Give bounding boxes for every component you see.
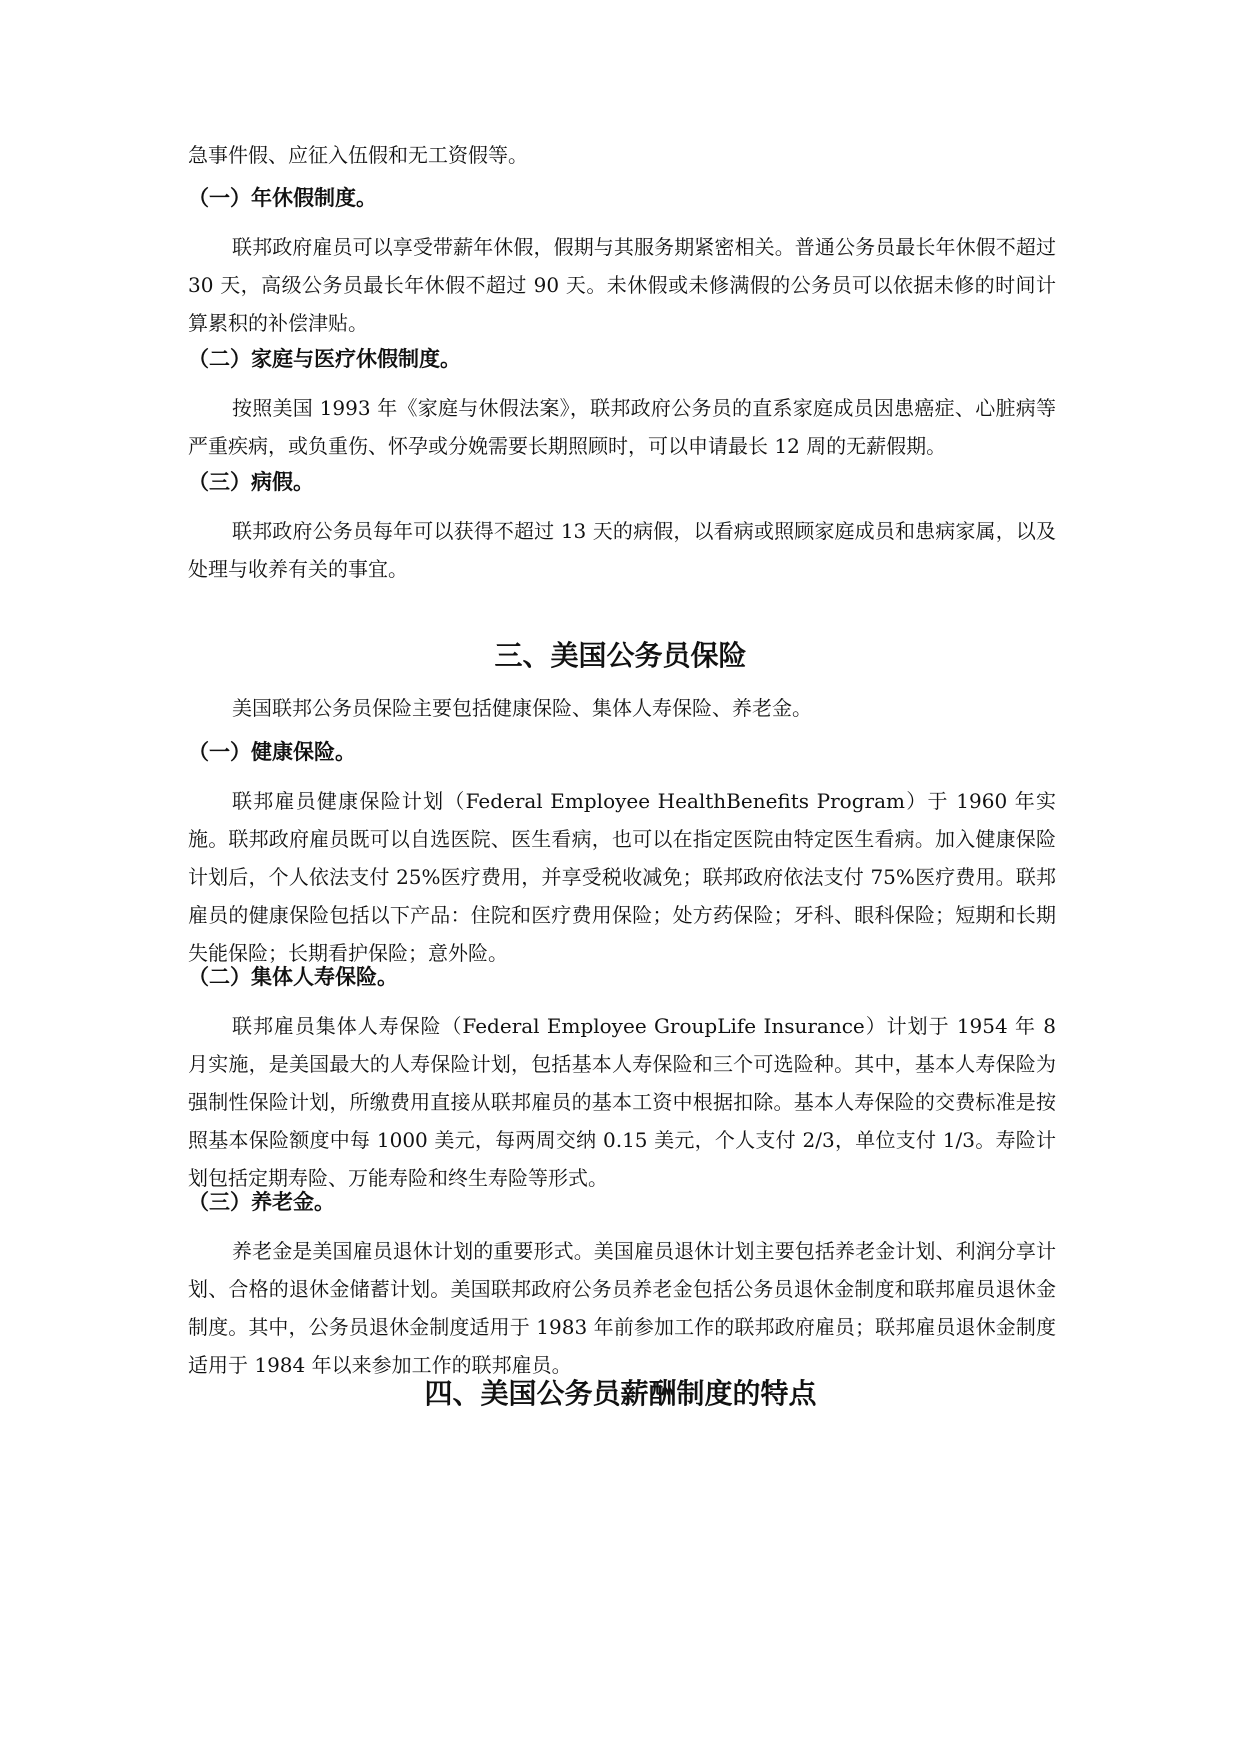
pension-paragraph: 养老金是美国雇员退休计划的重要形式。美国雇员退休计划主要包括养老金计划、利润分享计划、合格的退休金储蓄计划。美国联邦政府公务员养老金包括公务员退休金制度和联邦雇员退休金制度。其中，公务员退休金制度适用于 1983 年前参加工作的联邦政府雇员；联邦雇员退休金制度适用于 1984 年以来参加工作的联邦雇员。 (188, 1239, 1056, 1377)
family-leave-paragraph: 按照美国 1993 年《家庭与休假法案》，联邦政府公务员的直系家庭成员因患癌症、心脏病等严重疾病，或负重伤、怀孕或分娩需要长期照顾时，可以申请最长 12 周的无薪假期。 (188, 396, 1056, 458)
annual-leave-heading: （一）年休假制度。 (188, 186, 377, 210)
pension-heading: （三）养老金。 (188, 1190, 335, 1214)
annual-leave-paragraph: 联邦政府雇员可以享受带薪年休假，假期与其服务期紧密相关。普通公务员最长年休假不超过 30 天，高级公务员最长年休假不超过 90 天。未休假或未修满假的公务员可以依据未修的时间计算累积的补偿津贴。 (188, 235, 1056, 335)
health-insurance-paragraph: 联邦雇员健康保险计划（Federal Employee HealthBenefits Program）于 1960 年实施。联邦政府雇员既可以自选医院、医生看病，也可以在指定医院由特定医生看病。加入健康保险计划后，个人依法支付 25%医疗费用，并享受税收减免；联邦政府依法支付 75%医疗费用。联邦雇员的健康保险包括以下产品：住院和医疗费用保险；处方药保险；牙科、眼科保险；短期和长期失能保险；长期看护保险；意外险。 (188, 789, 1056, 965)
insurance-section-title: 三、美国公务员保险 (494, 639, 747, 672)
life-insurance-heading: （二）集体人寿保险。 (188, 965, 398, 989)
sick-leave-heading: （三）病假。 (188, 470, 314, 494)
health-insurance-heading: （一）健康保险。 (188, 740, 356, 764)
life-insurance-paragraph: 联邦雇员集体人寿保险（Federal Employee GroupLife Insurance）计划于 1954 年 8 月实施，是美国最大的人寿保险计划，包括基本人寿保险和三个可选险种。其中，基本人寿保险为强制性保险计划，所缴费用直接从联邦雇员的基本工资中根据扣除。基本人寿保险的交费标准是按照基本保险额度中每 1000 美元，每两周交纳 0.15 美元，个人支付 2/3，单位支付 1/3。寿险计划包括定期寿险、万能寿险和终生寿险等形式。 (188, 1014, 1056, 1190)
continuation-paragraph: 急事件假、应征入伍假和无工资假等。 (188, 143, 528, 167)
insurance-intro-paragraph: 美国联邦公务员保险主要包括健康保险、集体人寿保险、养老金。 (232, 696, 812, 720)
sick-leave-paragraph: 联邦政府公务员每年可以获得不超过 13 天的病假，以看病或照顾家庭成员和患病家属，以及处理与收养有关的事宜。 (188, 519, 1056, 581)
next-section-title: 四、美国公务员薪酬制度的特点 (424, 1377, 817, 1410)
family-leave-heading: （二）家庭与医疗休假制度。 (188, 347, 461, 371)
